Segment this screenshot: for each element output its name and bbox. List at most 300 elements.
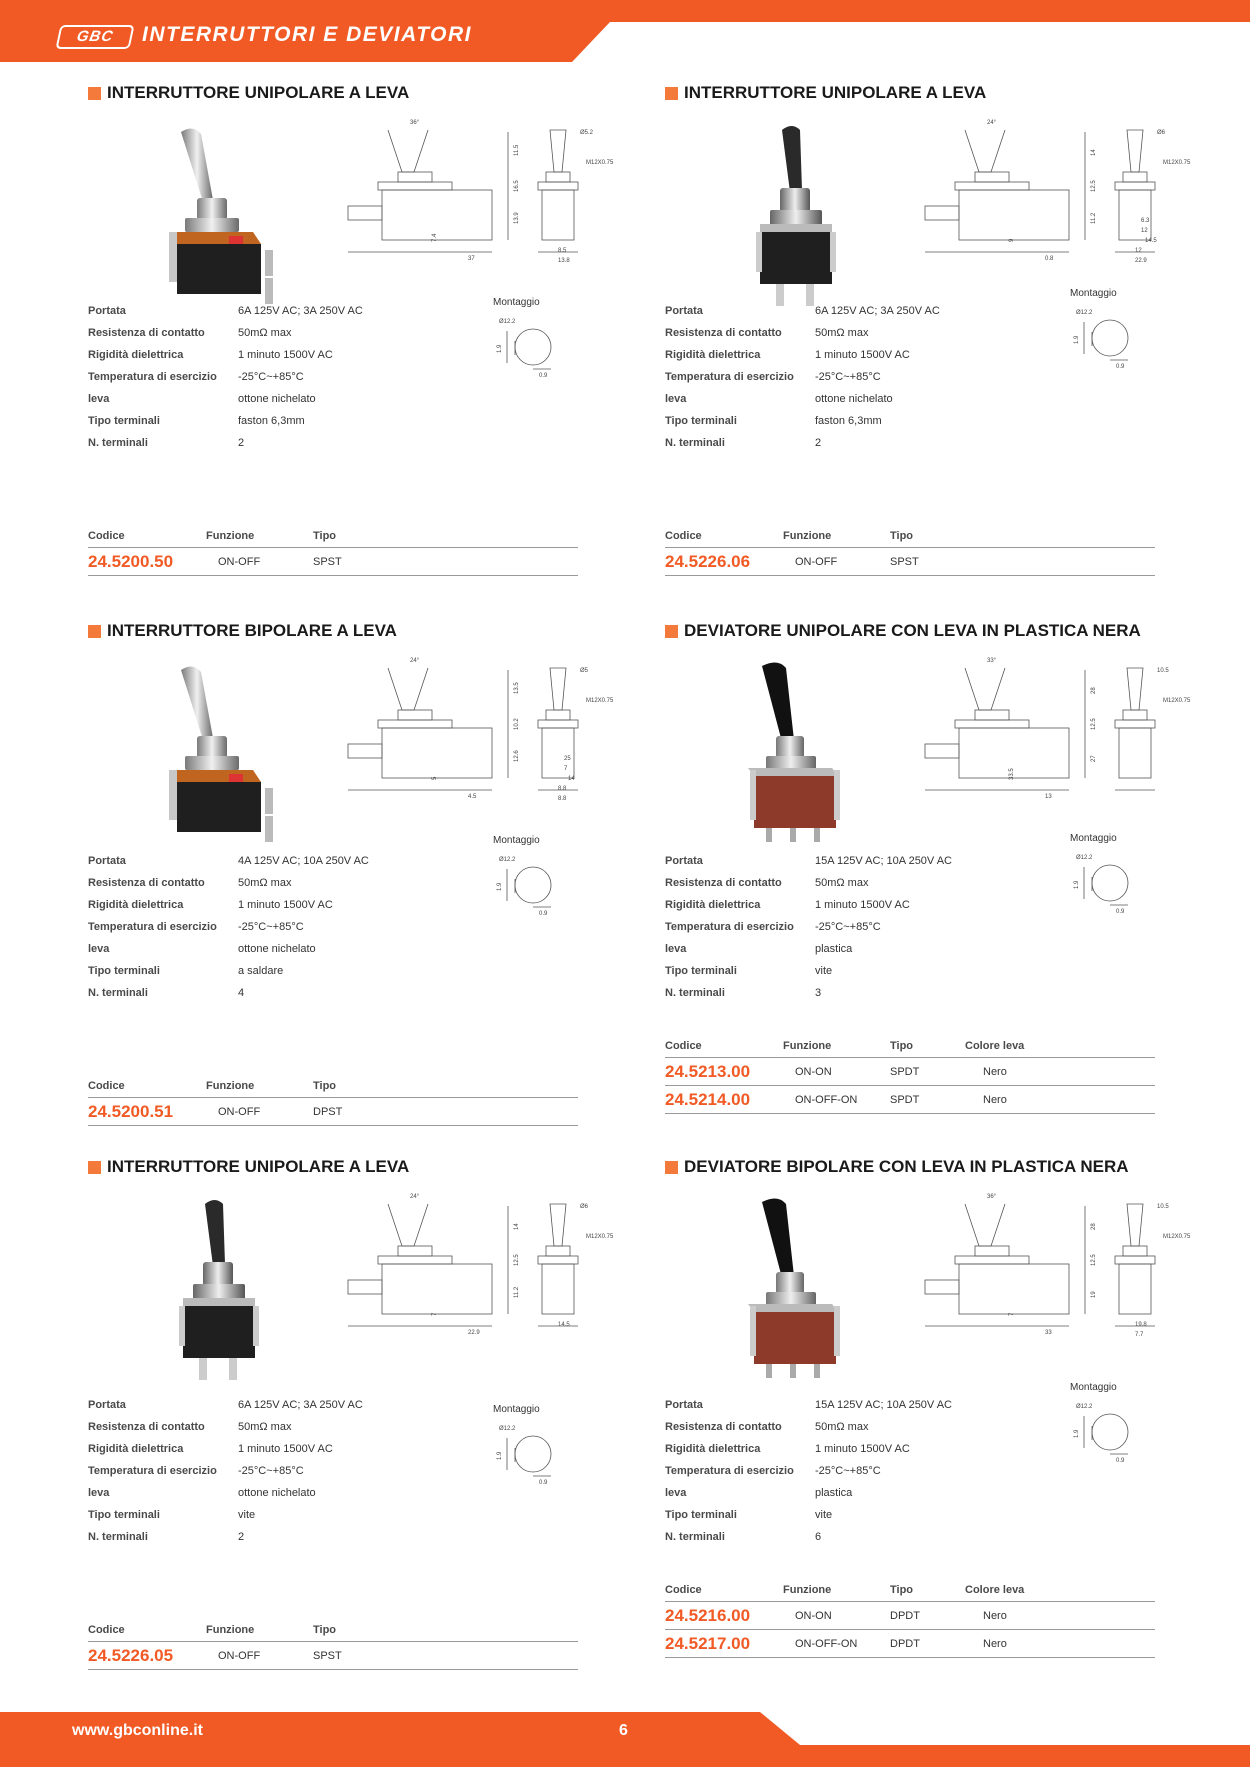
spec-label: Portata bbox=[88, 305, 126, 317]
spec-value: vite bbox=[238, 1509, 256, 1521]
spec-value: 50mΩ max bbox=[238, 877, 292, 889]
section-title bbox=[88, 620, 397, 642]
code-table bbox=[88, 1075, 578, 1126]
spec-value: 1 minuto 1500V AC bbox=[238, 899, 333, 911]
svg-text:9: 9 bbox=[1009, 238, 1015, 242]
spec-value: -25°C~+85°C bbox=[815, 921, 881, 933]
table-row bbox=[665, 1058, 1155, 1086]
spec-value: 1 minuto 1500V AC bbox=[815, 1443, 910, 1455]
spec-value: 50mΩ max bbox=[815, 1421, 869, 1433]
header-tipo: Tipo bbox=[313, 530, 337, 542]
svg-text:1.9: 1.9 bbox=[1074, 335, 1080, 344]
svg-text:11.5: 11.5 bbox=[514, 144, 520, 156]
svg-text:27: 27 bbox=[1091, 755, 1097, 762]
header-funzione: Funzione bbox=[783, 1040, 832, 1052]
spec-value: -25°C~+85°C bbox=[238, 1465, 304, 1477]
spec-row-temperatura bbox=[665, 916, 1025, 938]
header-codice: Codice bbox=[88, 1080, 125, 1092]
svg-text:14: 14 bbox=[568, 776, 575, 782]
type-value: SPST bbox=[313, 1649, 342, 1662]
svg-text:14: 14 bbox=[514, 1223, 520, 1230]
spec-row-n-terminali bbox=[665, 982, 1025, 1004]
svg-text:M12X0.75: M12X0.75 bbox=[586, 160, 614, 166]
spec-label: Rigidità dielettrica bbox=[665, 899, 761, 911]
spec-row-resistenza bbox=[88, 322, 448, 344]
svg-text:1.9: 1.9 bbox=[1074, 1429, 1080, 1438]
page-title: INTERRUTTORI E DEVIATORI bbox=[142, 23, 473, 46]
svg-text:22.9: 22.9 bbox=[468, 1330, 480, 1336]
spec-value: vite bbox=[815, 1509, 833, 1521]
spec-table bbox=[88, 1394, 448, 1548]
page-number: 6 bbox=[619, 1722, 628, 1739]
section-title-text: DEVIATORE UNIPOLARE CON LEVA IN PLASTICA NERA bbox=[684, 621, 1141, 640]
lever-color-value: Nero bbox=[983, 1637, 1007, 1650]
header-funzione: Funzione bbox=[206, 1624, 255, 1636]
spec-label: leva bbox=[665, 943, 687, 955]
product-code: 24.5216.00 bbox=[665, 1605, 751, 1625]
spec-value: -25°C~+85°C bbox=[815, 1465, 881, 1477]
spec-value: 50mΩ max bbox=[238, 327, 292, 339]
header-codice: Codice bbox=[665, 530, 702, 542]
spec-label: Resistenza di contatto bbox=[665, 877, 782, 889]
svg-text:11.2: 11.2 bbox=[514, 1286, 520, 1298]
spec-row-tipo-terminali bbox=[665, 960, 1025, 982]
mounting-label: Montaggio bbox=[1070, 833, 1117, 844]
section-title bbox=[665, 1156, 1129, 1178]
header-tipo: Tipo bbox=[890, 530, 914, 542]
product-code: 24.5226.06 bbox=[665, 551, 751, 571]
svg-text:0.9: 0.9 bbox=[539, 911, 548, 917]
spec-row-temperatura bbox=[88, 1460, 448, 1482]
spec-row-rigidita bbox=[665, 894, 1025, 916]
spec-row-tipo-terminali bbox=[88, 1504, 448, 1526]
svg-text:14: 14 bbox=[1091, 149, 1097, 156]
table-row bbox=[88, 548, 578, 576]
orange-square-icon bbox=[88, 87, 101, 100]
mounting-diagram bbox=[1070, 288, 1190, 388]
spec-row-resistenza bbox=[665, 1416, 1025, 1438]
svg-text:22.9: 22.9 bbox=[1135, 258, 1147, 262]
product-section-3 bbox=[88, 620, 614, 1140]
spec-value: 2 bbox=[238, 437, 245, 449]
spec-label: Tipo terminali bbox=[88, 965, 160, 977]
spec-label: Temperatura di esercizio bbox=[88, 921, 217, 933]
section-title-text: INTERRUTTORE UNIPOLARE A LEVA bbox=[684, 83, 987, 102]
svg-text:28: 28 bbox=[1091, 1223, 1097, 1230]
spec-value: faston 6,3mm bbox=[815, 415, 882, 427]
svg-text:14.5: 14.5 bbox=[1145, 238, 1157, 244]
spec-row-n-terminali bbox=[88, 982, 448, 1004]
header-funzione: Funzione bbox=[783, 530, 832, 542]
spec-table bbox=[665, 300, 1025, 454]
type-value: SPST bbox=[313, 555, 342, 568]
mounting-diagram-svg bbox=[493, 849, 583, 929]
header-funzione: Funzione bbox=[206, 1080, 255, 1092]
technical-drawing bbox=[318, 650, 618, 800]
lever-color-value: Nero bbox=[983, 1093, 1007, 1106]
spec-value: plastica bbox=[815, 943, 853, 955]
mounting-diagram-svg bbox=[1070, 847, 1160, 927]
spec-label: Portata bbox=[88, 1399, 126, 1411]
footer-website-link[interactable]: www.gbconline.it bbox=[72, 1722, 203, 1739]
svg-text:24°: 24° bbox=[410, 658, 420, 664]
product-code: 24.5200.50 bbox=[88, 551, 174, 571]
svg-text:4.5: 4.5 bbox=[468, 794, 477, 800]
technical-drawing bbox=[318, 112, 618, 262]
gbc-logo: GBC bbox=[55, 25, 134, 49]
type-value: SPDT bbox=[890, 1093, 920, 1106]
spec-row-resistenza bbox=[88, 872, 448, 894]
spec-value: 6A 125V AC; 3A 250V AC bbox=[815, 305, 940, 317]
spec-value: 1 minuto 1500V AC bbox=[815, 349, 910, 361]
product-photo-svg bbox=[143, 1194, 313, 1394]
svg-text:0.9: 0.9 bbox=[1116, 1458, 1125, 1464]
spec-value: 50mΩ max bbox=[815, 877, 869, 889]
spec-label: Resistenza di contatto bbox=[88, 877, 205, 889]
header-codice: Codice bbox=[88, 1624, 125, 1636]
mounting-label: Montaggio bbox=[493, 1404, 540, 1415]
svg-text:M12X0.75: M12X0.75 bbox=[1163, 698, 1191, 704]
spec-table bbox=[88, 300, 448, 454]
spec-row-temperatura bbox=[665, 1460, 1025, 1482]
spec-label: Tipo terminali bbox=[665, 415, 737, 427]
code-table bbox=[665, 525, 1155, 576]
mounting-diagram-svg bbox=[1070, 1396, 1160, 1476]
section-title bbox=[665, 82, 986, 104]
product-photo-svg bbox=[143, 120, 313, 320]
spec-label: Resistenza di contatto bbox=[665, 1421, 782, 1433]
svg-text:Ø12.2: Ø12.2 bbox=[499, 319, 516, 325]
section-title-text: INTERRUTTORE UNIPOLARE A LEVA bbox=[107, 1157, 410, 1176]
header-tipo: Tipo bbox=[313, 1080, 337, 1092]
svg-text:36°: 36° bbox=[987, 1194, 997, 1200]
product-photo bbox=[143, 120, 313, 320]
spec-label: Tipo terminali bbox=[665, 965, 737, 977]
svg-text:7.4: 7.4 bbox=[432, 233, 438, 242]
orange-square-icon bbox=[88, 1161, 101, 1174]
svg-text:11.2: 11.2 bbox=[1091, 212, 1097, 224]
svg-text:24°: 24° bbox=[410, 1194, 420, 1200]
spec-label: leva bbox=[88, 1487, 110, 1499]
spec-table bbox=[665, 1394, 1025, 1548]
product-section-1 bbox=[88, 82, 614, 602]
spec-label: Portata bbox=[88, 855, 126, 867]
orange-square-icon bbox=[665, 87, 678, 100]
function-value: ON-OFF bbox=[218, 1649, 261, 1662]
spec-row-tipo-terminali bbox=[665, 1504, 1025, 1526]
technical-drawing-svg bbox=[318, 650, 618, 800]
technical-drawing bbox=[895, 1186, 1195, 1336]
svg-text:13.5: 13.5 bbox=[514, 682, 520, 694]
svg-text:37: 37 bbox=[468, 256, 475, 262]
svg-text:12: 12 bbox=[1141, 228, 1148, 234]
product-photo-svg bbox=[720, 1194, 890, 1394]
function-value: ON-OFF bbox=[795, 555, 838, 568]
spec-row-leva bbox=[88, 938, 448, 960]
technical-drawing bbox=[895, 112, 1195, 262]
spec-row-resistenza bbox=[665, 322, 1025, 344]
svg-text:12.6: 12.6 bbox=[514, 750, 520, 762]
svg-text:6.3: 6.3 bbox=[1141, 218, 1150, 224]
spec-value: 6A 125V AC; 3A 250V AC bbox=[238, 305, 363, 317]
header-funzione: Funzione bbox=[783, 1584, 832, 1596]
technical-drawing bbox=[895, 650, 1195, 800]
spec-label: Temperatura di esercizio bbox=[88, 371, 217, 383]
svg-text:33°: 33° bbox=[987, 658, 997, 664]
svg-text:5: 5 bbox=[432, 776, 438, 780]
spec-label: Portata bbox=[665, 305, 703, 317]
mounting-label: Montaggio bbox=[493, 297, 540, 308]
section-title bbox=[665, 620, 1141, 642]
function-value: ON-OFF-ON bbox=[795, 1093, 858, 1106]
product-photo bbox=[143, 1194, 313, 1394]
spec-value: 50mΩ max bbox=[815, 327, 869, 339]
code-table-header bbox=[88, 525, 578, 548]
code-table bbox=[665, 1035, 1155, 1114]
code-table-header bbox=[665, 525, 1155, 548]
product-photo-svg bbox=[720, 658, 890, 858]
svg-text:10.2: 10.2 bbox=[514, 718, 520, 730]
spec-value: 2 bbox=[238, 1531, 245, 1543]
header-codice: Codice bbox=[88, 530, 125, 542]
table-row bbox=[88, 1098, 578, 1126]
code-table-header bbox=[88, 1075, 578, 1098]
spec-value: 15A 125V AC; 10A 250V AC bbox=[815, 1399, 952, 1411]
svg-text:10.5: 10.5 bbox=[1157, 668, 1169, 674]
spec-row-rigidita bbox=[665, 1438, 1025, 1460]
product-section-6 bbox=[665, 1156, 1191, 1676]
spec-value: 3 bbox=[815, 987, 822, 999]
spec-label: Temperatura di esercizio bbox=[88, 1465, 217, 1477]
svg-text:28: 28 bbox=[1091, 687, 1097, 694]
svg-text:0.8: 0.8 bbox=[1045, 256, 1054, 262]
spec-value: -25°C~+85°C bbox=[238, 921, 304, 933]
type-value: DPST bbox=[313, 1105, 343, 1118]
svg-text:M12X0.75: M12X0.75 bbox=[1163, 1234, 1191, 1240]
spec-label: Portata bbox=[665, 855, 703, 867]
svg-text:M12X0.75: M12X0.75 bbox=[586, 1234, 614, 1240]
spec-value: 2 bbox=[815, 437, 822, 449]
spec-row-n-terminali bbox=[88, 1526, 448, 1548]
mounting-label: Montaggio bbox=[493, 835, 540, 846]
spec-row-portata bbox=[88, 850, 448, 872]
technical-drawing-svg bbox=[895, 650, 1195, 800]
technical-drawing bbox=[318, 1186, 618, 1336]
svg-text:Ø12.2: Ø12.2 bbox=[1076, 310, 1093, 316]
svg-text:19.8: 19.8 bbox=[1135, 1322, 1147, 1328]
function-value: ON-OFF bbox=[218, 1105, 261, 1118]
svg-text:0.9: 0.9 bbox=[539, 373, 548, 379]
spec-label: leva bbox=[88, 943, 110, 955]
header-codice: Codice bbox=[665, 1040, 702, 1052]
function-value: ON-OFF-ON bbox=[795, 1637, 858, 1650]
svg-text:16.5: 16.5 bbox=[514, 180, 520, 192]
svg-text:10.5: 10.5 bbox=[1157, 1204, 1169, 1210]
product-code: 24.5226.05 bbox=[88, 1645, 174, 1665]
spec-value: 15A 125V AC; 10A 250V AC bbox=[815, 855, 952, 867]
spec-row-rigidita bbox=[88, 344, 448, 366]
product-code: 24.5200.51 bbox=[88, 1101, 174, 1121]
spec-value: ottone nichelato bbox=[238, 393, 316, 405]
product-photo bbox=[720, 658, 890, 858]
svg-text:0.9: 0.9 bbox=[1116, 364, 1125, 370]
spec-value: 6 bbox=[815, 1531, 822, 1543]
mounting-label: Montaggio bbox=[1070, 1382, 1117, 1393]
spec-label: Resistenza di contatto bbox=[88, 327, 205, 339]
svg-text:1.9: 1.9 bbox=[497, 1451, 503, 1460]
section-title-text: INTERRUTTORE UNIPOLARE A LEVA bbox=[107, 83, 410, 102]
spec-row-temperatura bbox=[88, 916, 448, 938]
svg-text:7: 7 bbox=[1009, 1312, 1015, 1316]
spec-row-portata bbox=[665, 300, 1025, 322]
spec-row-leva bbox=[665, 938, 1025, 960]
mounting-diagram bbox=[493, 297, 613, 397]
svg-text:Ø5: Ø5 bbox=[580, 668, 589, 674]
spec-value: plastica bbox=[815, 1487, 853, 1499]
spec-row-leva bbox=[88, 1482, 448, 1504]
product-section-5 bbox=[88, 1156, 614, 1676]
lever-color-value: Nero bbox=[983, 1065, 1007, 1078]
spec-row-portata bbox=[665, 850, 1025, 872]
svg-text:25: 25 bbox=[564, 756, 571, 762]
mounting-diagram-svg bbox=[493, 1418, 583, 1498]
technical-drawing-svg bbox=[318, 112, 618, 262]
spec-label: leva bbox=[88, 393, 110, 405]
spec-row-rigidita bbox=[88, 894, 448, 916]
spec-value: 1 minuto 1500V AC bbox=[815, 899, 910, 911]
page-header bbox=[0, 0, 1250, 62]
table-row bbox=[665, 1630, 1155, 1658]
spec-row-portata bbox=[88, 300, 448, 322]
spec-value: vite bbox=[815, 965, 833, 977]
header-colore-leva: Colore leva bbox=[965, 1040, 1025, 1052]
mounting-diagram bbox=[1070, 1382, 1190, 1482]
spec-table bbox=[665, 850, 1025, 1004]
spec-row-temperatura bbox=[88, 366, 448, 388]
svg-text:12.5: 12.5 bbox=[1091, 718, 1097, 730]
product-photo bbox=[143, 658, 313, 858]
orange-square-icon bbox=[88, 625, 101, 638]
spec-label: N. terminali bbox=[665, 437, 725, 449]
spec-label: N. terminali bbox=[88, 987, 148, 999]
mounting-diagram-svg bbox=[493, 311, 583, 391]
table-row bbox=[665, 1086, 1155, 1114]
svg-text:7: 7 bbox=[432, 1312, 438, 1316]
product-section-2 bbox=[665, 82, 1191, 602]
svg-text:7: 7 bbox=[564, 766, 568, 772]
product-photo-svg bbox=[720, 120, 890, 320]
spec-row-n-terminali bbox=[88, 432, 448, 454]
svg-text:0.9: 0.9 bbox=[1116, 909, 1125, 915]
section-title bbox=[88, 82, 409, 104]
spec-label: Tipo terminali bbox=[88, 415, 160, 427]
header-tipo: Tipo bbox=[313, 1624, 337, 1636]
spec-row-tipo-terminali bbox=[88, 410, 448, 432]
svg-text:Ø12.2: Ø12.2 bbox=[499, 1426, 516, 1432]
svg-text:24°: 24° bbox=[987, 120, 997, 126]
function-value: ON-ON bbox=[795, 1065, 832, 1078]
section-title-text: DEVIATORE BIPOLARE CON LEVA IN PLASTICA NERA bbox=[684, 1157, 1129, 1176]
svg-text:Ø6: Ø6 bbox=[1157, 130, 1166, 136]
svg-text:Ø12.2: Ø12.2 bbox=[1076, 1404, 1093, 1410]
page-footer bbox=[0, 1712, 1250, 1767]
spec-value: -25°C~+85°C bbox=[238, 371, 304, 383]
spec-label: N. terminali bbox=[665, 987, 725, 999]
spec-table bbox=[88, 850, 448, 1004]
product-code: 24.5217.00 bbox=[665, 1633, 751, 1653]
spec-row-n-terminali bbox=[665, 432, 1025, 454]
product-photo-svg bbox=[143, 658, 313, 858]
svg-text:Ø5.2: Ø5.2 bbox=[580, 130, 594, 136]
header-colore-leva: Colore leva bbox=[965, 1584, 1025, 1596]
function-value: ON-ON bbox=[795, 1609, 832, 1622]
technical-drawing-svg bbox=[895, 112, 1195, 262]
spec-row-rigidita bbox=[88, 1438, 448, 1460]
spec-value: 4A 125V AC; 10A 250V AC bbox=[238, 855, 369, 867]
code-table-header bbox=[88, 1619, 578, 1642]
svg-text:8.8: 8.8 bbox=[558, 796, 567, 800]
spec-row-tipo-terminali bbox=[88, 960, 448, 982]
orange-square-icon bbox=[665, 1161, 678, 1174]
svg-text:1.9: 1.9 bbox=[497, 344, 503, 353]
spec-row-resistenza bbox=[88, 1416, 448, 1438]
spec-label: Temperatura di esercizio bbox=[665, 921, 794, 933]
spec-row-rigidita bbox=[665, 344, 1025, 366]
svg-text:M12X0.75: M12X0.75 bbox=[1163, 160, 1191, 166]
svg-text:13: 13 bbox=[1045, 794, 1052, 800]
spec-label: N. terminali bbox=[665, 1531, 725, 1543]
mounting-diagram bbox=[1070, 833, 1190, 933]
svg-text:12: 12 bbox=[1135, 248, 1142, 254]
spec-label: Rigidità dielettrica bbox=[88, 1443, 184, 1455]
svg-text:0.9: 0.9 bbox=[539, 1480, 548, 1486]
type-value: DPDT bbox=[890, 1637, 920, 1650]
spec-label: N. terminali bbox=[88, 1531, 148, 1543]
type-value: SPST bbox=[890, 555, 919, 568]
lever-color-value: Nero bbox=[983, 1609, 1007, 1622]
svg-text:19: 19 bbox=[1091, 1291, 1097, 1298]
product-photo bbox=[720, 1194, 890, 1394]
product-photo bbox=[720, 120, 890, 320]
spec-label: Temperatura di esercizio bbox=[665, 371, 794, 383]
spec-value: faston 6,3mm bbox=[238, 415, 305, 427]
mounting-label: Montaggio bbox=[1070, 288, 1117, 299]
spec-label: leva bbox=[665, 1487, 687, 1499]
svg-text:12.5: 12.5 bbox=[1091, 1254, 1097, 1266]
mounting-diagram bbox=[493, 1404, 613, 1504]
svg-text:1.9: 1.9 bbox=[497, 882, 503, 891]
svg-text:Ø6: Ø6 bbox=[580, 1204, 589, 1210]
code-table bbox=[88, 525, 578, 576]
code-table bbox=[665, 1579, 1155, 1658]
spec-value: ottone nichelato bbox=[815, 393, 893, 405]
mounting-diagram-svg bbox=[1070, 302, 1160, 382]
product-code: 24.5214.00 bbox=[665, 1089, 751, 1109]
table-row bbox=[88, 1642, 578, 1670]
mounting-diagram bbox=[493, 835, 613, 935]
spec-row-n-terminali bbox=[665, 1526, 1025, 1548]
header-funzione: Funzione bbox=[206, 530, 255, 542]
spec-label: Rigidità dielettrica bbox=[88, 349, 184, 361]
header-tipo: Tipo bbox=[890, 1584, 914, 1596]
spec-label: Portata bbox=[665, 1399, 703, 1411]
spec-row-leva bbox=[665, 388, 1025, 410]
function-value: ON-OFF bbox=[218, 555, 261, 568]
spec-value: ottone nichelato bbox=[238, 1487, 316, 1499]
svg-text:8.8: 8.8 bbox=[558, 786, 567, 792]
spec-label: Tipo terminali bbox=[88, 1509, 160, 1521]
spec-value: 4 bbox=[238, 987, 245, 999]
